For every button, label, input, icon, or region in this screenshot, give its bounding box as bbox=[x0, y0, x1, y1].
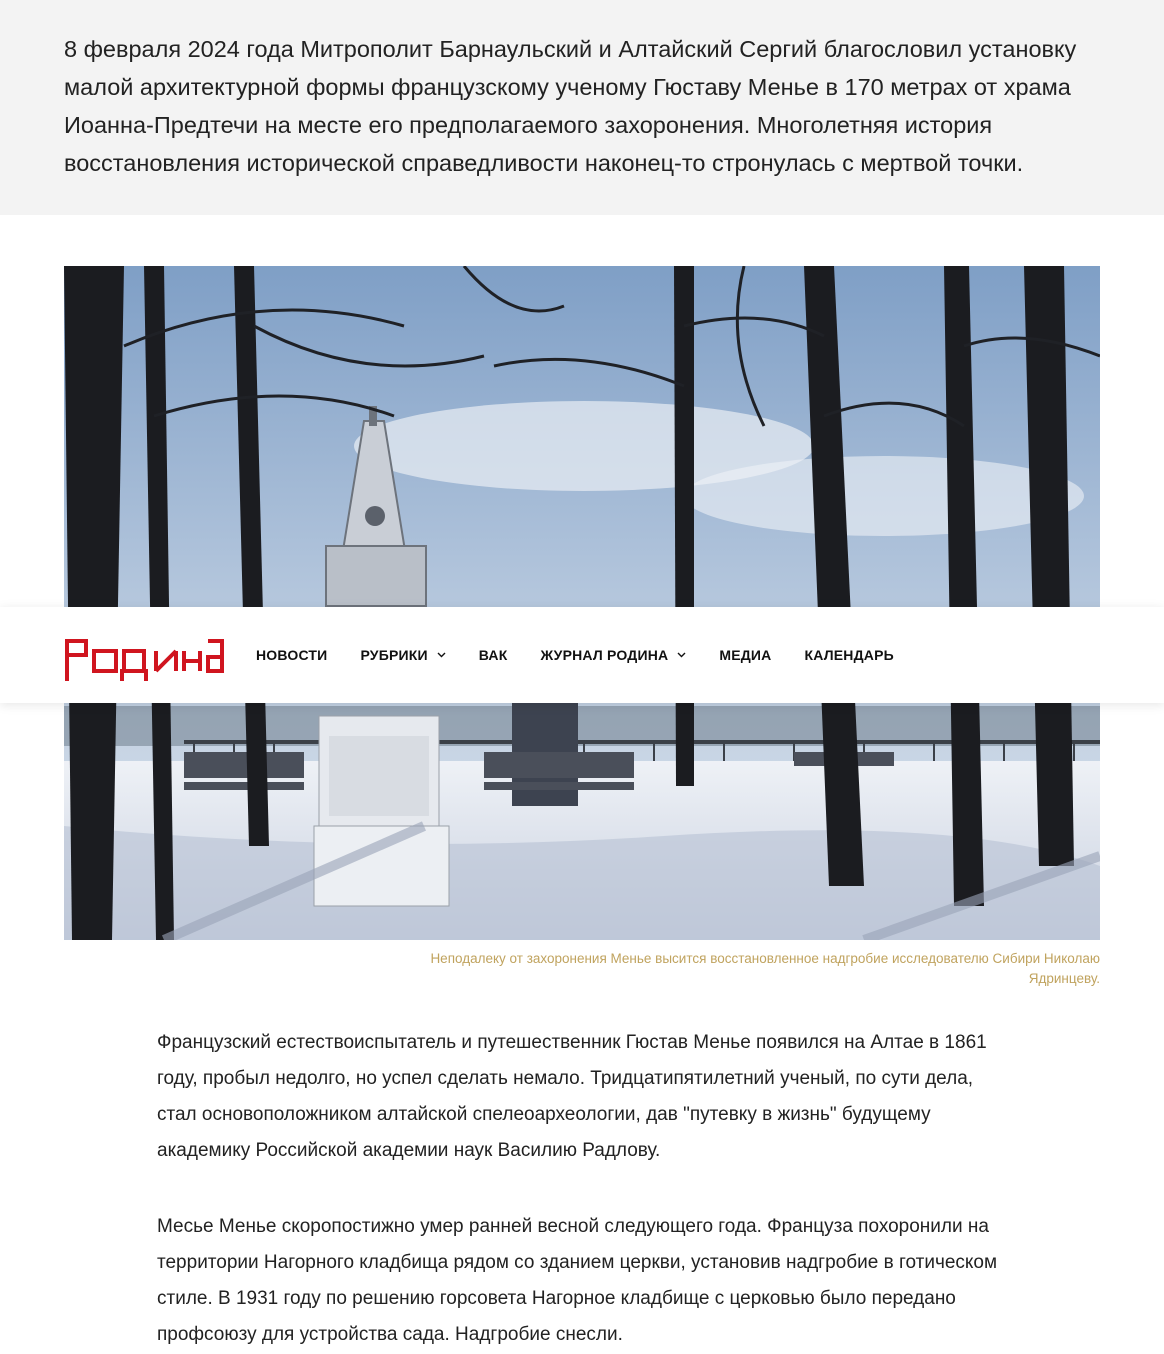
article-paragraph: Месье Менье скоропостижно умер ранней весной следующего года. Француза похоронили на территории Нагорного кладбища рядом со зданием церкви, установив надгробие в готическом стиле. В 1931 году по решению горсовета Нагорное кладбище с церковью было передано профсоюзу для устройства сада. Надгробие снесли. bbox=[157, 1216, 998, 1345]
chevron-down-icon bbox=[677, 652, 686, 658]
photo-caption: Неподалеку от захоронения Менье высится восстановленное надгробие исследователю Сибири Николаю Ядринцеву. bbox=[430, 951, 1100, 986]
nav-vak-label: ВАК bbox=[478, 647, 508, 663]
site-header bbox=[0, 607, 1164, 703]
nav-vak[interactable] bbox=[479, 647, 508, 663]
lead-section bbox=[0, 0, 1164, 215]
nav-calendar-label: КАЛЕНДАРЬ bbox=[804, 647, 894, 663]
nav-media[interactable] bbox=[719, 647, 771, 663]
lead-text: 8 февраля 2024 года Митрополит Барнаульский и Алтайский Сергий благословил установку малой архитектурной формы французскому ученому Гюставу Менье в 170 метрах от храма Иоанна-Предтечи на месте его предполагаемого захоронения. Многолетняя история восстановления исторической справедливости наконец-то стронулась с мертвой точки. bbox=[64, 36, 1077, 176]
nav-journal[interactable] bbox=[540, 647, 686, 663]
chevron-down-icon bbox=[437, 652, 446, 658]
article-photo bbox=[64, 266, 1100, 940]
nav-media-label: МЕДИА bbox=[719, 647, 772, 663]
winter-park-photo bbox=[64, 266, 1100, 940]
nav-journal-label: ЖУРНАЛ РОДИНА bbox=[540, 647, 669, 663]
article-paragraph: Французский естествоиспытатель и путешественник Гюстав Менье появился на Алтае в 1861 году, пробыл недолго, но успел сделать немало. Тридцатипятилетний ученый, по сути дела, стал основоположником алтайской спелеоархеологии, дав "путевку в жизнь" будущему академику Российской академии наук Василию Радлову. bbox=[157, 1032, 987, 1161]
main-nav bbox=[256, 607, 927, 703]
nav-calendar[interactable] bbox=[804, 647, 893, 663]
nav-news-label: НОВОСТИ bbox=[256, 647, 328, 663]
nav-rubrics-label: РУБРИКИ bbox=[360, 647, 428, 663]
nav-news[interactable] bbox=[256, 647, 327, 663]
rodina-logo[interactable] bbox=[64, 637, 224, 683]
nav-rubrics[interactable] bbox=[360, 647, 445, 663]
